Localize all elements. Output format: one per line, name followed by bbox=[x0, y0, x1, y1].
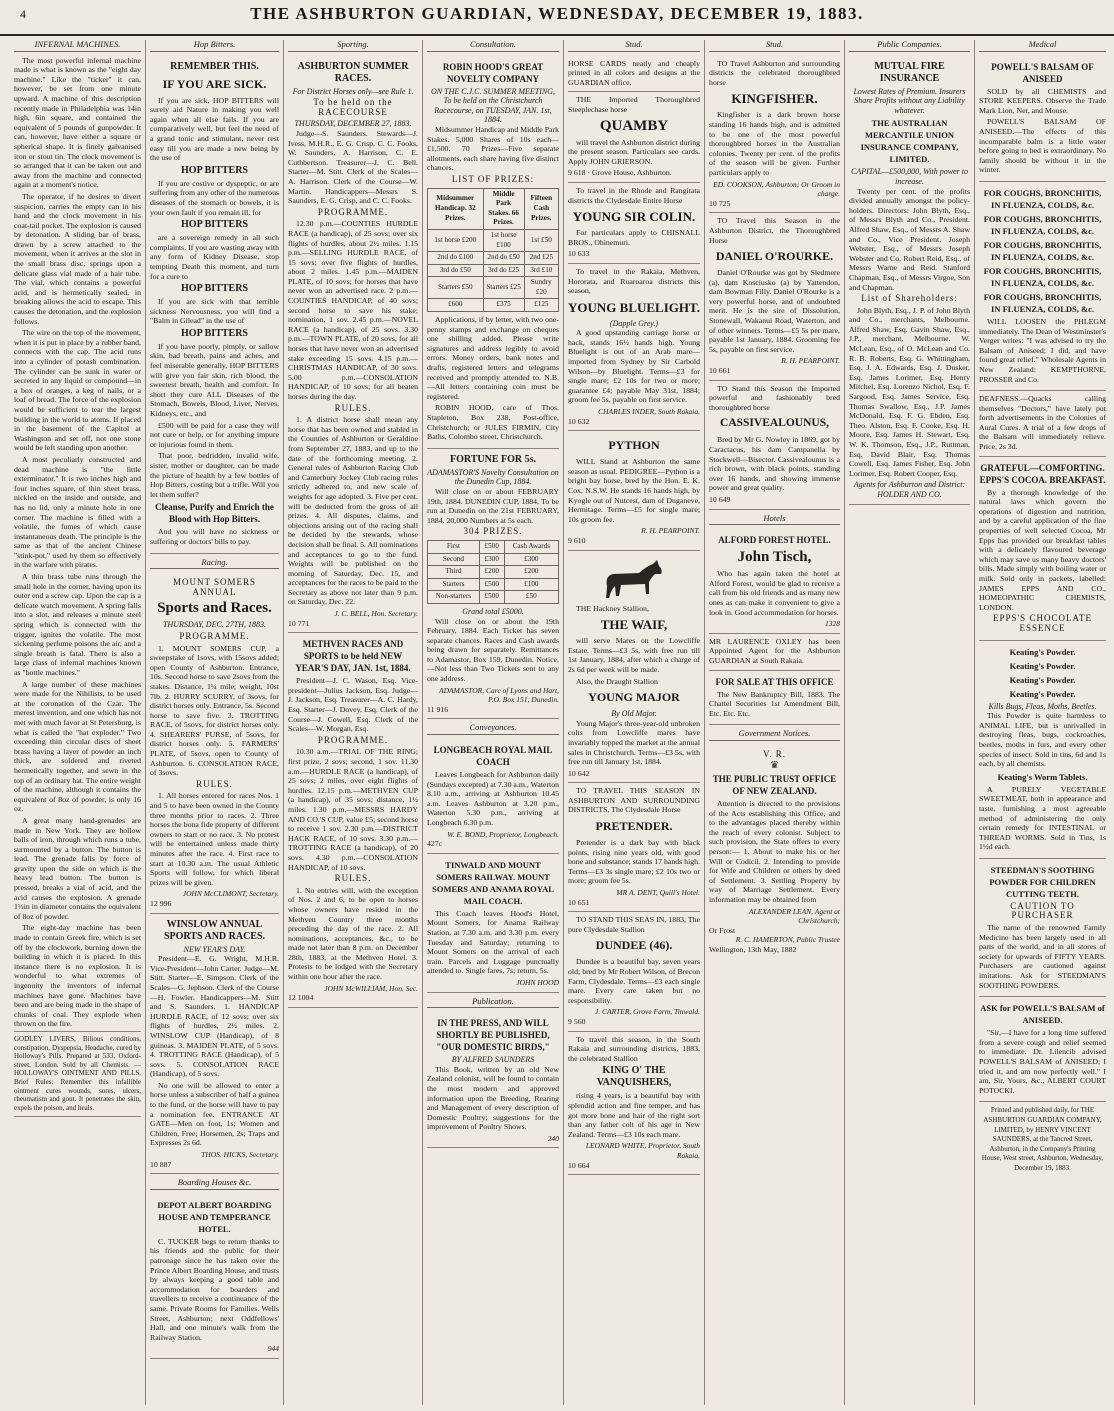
advert-subtitle: Kills Bugs, Fleas, Moths, Beetles. bbox=[988, 701, 1097, 711]
advert-reference: 10 771 bbox=[288, 618, 310, 628]
advert-title: WINSLOW ANNUAL SPORTS AND RACES. bbox=[163, 918, 266, 942]
advert-title: DEPOT ALBERT BOARDING HOUSE AND TEMPERANCE HOTEL. bbox=[157, 1199, 272, 1234]
advert-reference: Or Frost bbox=[709, 925, 736, 935]
prize-table-cell: £500 bbox=[479, 540, 504, 553]
advert-text: Will close on or about FEBRUARY 19th, 1884. DUNEDIN CUP, 1884, To be run at Dunedin on the 21st FEBRUARY, 1884. 20,000 Numbers at 5s each. bbox=[427, 486, 559, 525]
horse-name: THE WAIF, bbox=[600, 617, 668, 633]
advert-text: No one will be allowed to enter a horse unless a subscriber of half a guinea to the fund, or the horse will have to pay a nomination fee. ENTRANCE AT GATE—Men on foot, 1s; Women and Children, Free; Horsemen, 2s; Traps and Expresses 2s 6d. bbox=[150, 1080, 279, 1148]
advert-signature: CHARLES INDER, South Rakaia. bbox=[598, 407, 700, 417]
prize-table-cell: 2nd do £100 bbox=[428, 252, 484, 265]
advert-date: Wellington, 13th May, 1882 bbox=[709, 944, 797, 954]
column-stud-1 bbox=[564, 40, 705, 1405]
advert-text: Midsummer Handicap and Middle Park Stakes. 5,000 Shares of 10s each—£1,500. 70 Prizes—Five separate allotments, each share having five distinct chances. bbox=[427, 124, 559, 173]
column-heading: Medical bbox=[979, 40, 1106, 52]
prize-table-row bbox=[428, 591, 559, 604]
programme-label: PROGRAMME. bbox=[317, 206, 389, 217]
advert-text: Also, the Draught Stallion bbox=[576, 676, 658, 686]
column-heading: Stud. bbox=[568, 40, 700, 52]
advert-reference: 10 649 bbox=[709, 494, 731, 504]
advert-title: Keating's Worm Tablets. bbox=[997, 771, 1088, 782]
advert-text: Kingfisher is a dark brown horse standing 16 hands high, and is admitted to be one of the most powerful thoroughbred horses in the Australian colonies. Twenty per cent. of the profits of the season will be given. Further particulars apply to bbox=[709, 110, 840, 177]
ashburton-races-advert bbox=[288, 56, 418, 634]
advert-headline: Sports and Races. bbox=[157, 600, 272, 617]
section-heading-government: Government Notices. bbox=[709, 729, 840, 741]
keating-line: Keating's Powder. bbox=[1009, 660, 1076, 671]
horse-sire: By Old Major. bbox=[611, 709, 657, 719]
advert-text: Pretender is a dark bay with black points, rising nine years old, with good bone and substance; stands 17 hands high. Terms—£3 3s single mare; £2 10s two or more; groom fee 5s. bbox=[568, 838, 700, 886]
advert-title: FORTUNE FOR 5s. bbox=[449, 453, 537, 465]
advert-title: FOR SALE AT THIS OFFICE bbox=[715, 676, 834, 687]
programme-label: PROGRAMME. bbox=[179, 630, 250, 641]
advert-title: TINWALD AND MOUNT SOMERS RAILWAY. MOUNT SOMERS AND ANAMA ROYAL MAIL COACH. bbox=[432, 859, 554, 906]
article-paragraph: A most peculiarly constructed and dead machine is "the little exterminator." It is two inches high and four inches square, of thin sheet brass, nickled on the inside and outside, and has no lid, only a minute hole in one corner. The machine is filled with a volatile, the fumes of which cause instantaneous death. The principle is the same as that of the ancient Chinese "stink-pot," used by them so effectively in the warfare with pirates. bbox=[14, 454, 141, 570]
cough-line: FOR COUGHS, BRONCHITIS, IN FLUENZA, COLDS, &c. bbox=[983, 291, 1102, 314]
young-bluelight-advert bbox=[568, 264, 700, 431]
methven-races-advert bbox=[288, 633, 418, 1008]
prize-table-cell: Second bbox=[428, 553, 480, 566]
advert-text: The New Bankruptcy Bill, 1883. The Chattel Securities 1st Amendment Bill, Etc. Etc. Etc. bbox=[709, 689, 840, 718]
cough-line: FOR COUGHS, BRONCHITIS, IN FLUENZA, COLDS, &c. bbox=[983, 213, 1102, 236]
prize-table-cell: 1st horse £200 bbox=[428, 229, 484, 251]
advert-title: ASK for POWELL'S BALSAM of ANISEED. bbox=[980, 1003, 1105, 1026]
prize-table-row bbox=[428, 264, 559, 277]
advert-reference: 9 560 bbox=[568, 1016, 586, 1026]
section-heading-racing: Racing. bbox=[150, 558, 279, 570]
domestic-birds-advert bbox=[427, 1012, 559, 1148]
prize-table-cell: £300 bbox=[479, 553, 504, 566]
advert-signature: J. C. BELL, Hon. Secretary. bbox=[334, 609, 418, 619]
advert-text: Who has again taken the hotel at Alford Forest, would be glad to receive a call from his old friends and as many new ones as can make it convenient to give a look in. Good accommodation for horses. bbox=[709, 569, 840, 617]
section-heading-hotels: Hotels bbox=[709, 514, 840, 526]
advert-text: "Sir,—I have for a long time suffered from a severe cough and relief seemed to immediate. Dr. Lilencib advised POWELL'S BALSAM of ANISEED; I tried it, and am now perfectly well." I am, Sir, Yours, &c., ALBERT COURT POTOCKI. bbox=[979, 1028, 1106, 1095]
advert-text: This Coach leaves Hood's Hotel, Mount Somers, for Anama Railway Station, at 7.30 a.m. and 3.30 p.m. every Tuesday and Saturday; returning to Mount Somers on the arrival of each train. Parcels and Luggage punctually attended to. Single fares, 7s; return, 5s. bbox=[427, 908, 559, 976]
prize-table-row bbox=[428, 252, 559, 265]
advert-text: 1. MOUNT SOMERS CUP, a sweepstake of 1sovs, with 15sovs added; open County of Ashburton. Entrance, 10s. Second horse to save 2sovs from the stakes. Distance, 1¼ mile; weight, 10st 7lb. 2. HURRY SCURRY, of 3sovs, for district horses only. Entrance, 5s. Second horse to save five. 3. TROTTING RACE, of 5sovs, for district horses only. 4. SHEARERS' PURSE, of 5sovs, for district horses only. 5. FARMERS' PLATE, of 5sovs, open to County of Ashburton. 6. CONSOLATION RACE, of 3sovs. bbox=[150, 643, 279, 778]
advert-reference: 10 725 bbox=[709, 198, 731, 208]
horse-name: PYTHON bbox=[608, 438, 660, 453]
advert-author: BY ALFRED SAUNDERS bbox=[451, 1055, 535, 1065]
prize-list-label: LIST OF PRIZES: bbox=[451, 173, 535, 184]
horse-name: KING O' THE VANQUISHERS, bbox=[596, 1065, 672, 1089]
advert-signature: ADAMASTOR, Care of Lyons and Hart, P.O. Box 151, Dunedin. bbox=[439, 685, 559, 705]
advert-text: THE Imported Thoroughbred Steeplechase horse bbox=[568, 95, 700, 114]
young-sir-colin-advert bbox=[568, 183, 700, 264]
advert-text: For particulars apply to CHISNALL BROS., Ohinemuri. bbox=[568, 228, 700, 247]
the-waif-advert bbox=[568, 551, 700, 784]
advert-text: Twenty per cent. of the profits divided annually amongst the policy-holders. Directors: John Blyth, Esq., of Messrs Blyth and Co., President. Alfred Shaw, Esq., of Messrs A. Shaw and Co., Vice President. Joseph Webster, Esq., of Messrs Joseph Webster and Co. Robert Reid, Esq., of Messrs Warne and Reid. Stanford Chapman, Esq., of Messrs Virgoe, Son and Chapman. bbox=[849, 186, 970, 292]
cough-line: FOR COUGHS, BRONCHITIS, IN FLUENZA, COLDS, &c. bbox=[983, 239, 1102, 262]
advert-subtitle: ON THE C.J.C. SUMMER MEETING, To be held on the Christchurch Racecourse, on TUESDAY, JAN. 1st, 1884. bbox=[431, 86, 555, 125]
dundee-advert bbox=[568, 912, 700, 1031]
advert-reference: 944 bbox=[267, 1344, 279, 1354]
advert-headline: IF YOU ARE SICK. bbox=[162, 76, 267, 91]
prize-table bbox=[427, 540, 559, 604]
advert-reference: 12 996 bbox=[150, 898, 172, 908]
prize-table-cell: Third bbox=[428, 566, 480, 579]
prize-table-cell: 1st horse £100 bbox=[483, 229, 524, 251]
agent-notice: MR LAURENCE OXLEY has been Appointed Agent for the Ashburton GUARDIAN at South Rakaia. bbox=[709, 634, 840, 671]
rules-label: RULES. bbox=[334, 402, 372, 413]
advert-text: If you are sick, HOP BITTERS will surely aid Nature in making you well again when all else fails. If you are comparatively well, but feel the need of a grand tonic and stimulant, never rest easy till you are made a new being by the use of bbox=[150, 95, 279, 163]
prize-table-header: Middle Park Stakes. 66 Prizes. bbox=[483, 188, 524, 229]
advert-signature: MR A. DENT, Quill's Hotel. bbox=[616, 888, 700, 898]
advert-text: And you will have no sickness or suffering or doctors' bills to pay. bbox=[150, 527, 279, 546]
advert-title: THE PUBLIC TRUST OFFICE OF NEW ZEALAND. bbox=[712, 774, 837, 797]
prize-table-cell: £375 bbox=[483, 299, 524, 312]
advert-subtitle: Lowest Rates of Premium. Insurers Share Profits without any Liability whatever. bbox=[853, 86, 966, 115]
prize-table-cell: Cash Awards bbox=[504, 540, 558, 553]
masthead bbox=[0, 0, 1114, 36]
advert-title: ALFORD FOREST HOTEL. bbox=[718, 535, 831, 546]
king-o-the-vanquishers-advert bbox=[568, 1032, 700, 1176]
prize-table-header: Midsummer Handicap. 32 Prizes. bbox=[428, 188, 484, 229]
advert-text: President—J. C. Wason, Esq. Vice-president—Julius Jackson, Esq. Judge—J. Jackson, Esq. Treasurer—A. C. Hardy, Esq. Starter—J. Dovey, Esq. Clerk of the Course—J. Cowell, Esq. Clerk of the Scales—W. Morgan, Esq. bbox=[288, 676, 418, 734]
advert-text: 1. No entries will, with the exception of Nos. 2 and 6, to be open to horses whose owners have resided in the Methven Country three months preceding the day of the race. 2. All nominations, acceptances, &c., to be made not later than 8 p.m. on December 28th, 1883, at the Methven Hotel. 3. Protests to be lodged with the Secretary within one hour after the race. bbox=[288, 885, 418, 982]
mutual-fire-advert bbox=[849, 56, 970, 505]
column-hop-bitters bbox=[146, 40, 284, 1405]
quamby-advert bbox=[568, 92, 700, 183]
columns bbox=[10, 40, 1110, 1405]
advert-title: STEEDMAN'S SOOTHING POWDER FOR CHILDREN CUTTING TEETH. bbox=[989, 864, 1096, 899]
advert-text: THE Hackney Stallion, bbox=[576, 603, 649, 613]
prize-table-cell: £600 bbox=[428, 299, 484, 312]
advert-text: TO Travel this Season in the Ashburton District, the Thoroughbred Horse bbox=[709, 216, 840, 245]
advert-title: REMEMBER THIS. bbox=[170, 60, 259, 72]
advert-text: Young Major's three-year-old unbroken colts from Lowcliffe mares have invariably topped the market at the annual sales in Christchurch. Terms—£3 5s, with free run till January 1st, 1884. bbox=[568, 718, 700, 767]
advert-text: To travel in the Rhode and Rangitata districts the Clydesdale Entire Horse bbox=[568, 185, 700, 205]
advert-reference: 9 610 bbox=[568, 535, 586, 545]
advert-signature: LEONARD WHITE, Proprietor, South Rakaia. bbox=[585, 1141, 700, 1160]
article-paragraph: The wire on the top of the movement, when it is put in place by a rubber band, connects with the cap. The acid runs into a cylinder of potash combination. The cylinder can be sunk in water or secreted in any liquid or compound—in a box of oranges, a keg of nails, or a loaf of bread. The force of the explosion would be sufficient to tear the largest building in the world to atoms. If placed in the basement of the Capitol at Washington and set off, not one stone would be left standing upon another. bbox=[14, 328, 141, 453]
longbeach-coach-advert bbox=[427, 739, 559, 854]
advert-text: Dundee is a beautiful bay, seven years old; bred by Mr Robert Wilson, of Brecon Farm, Clydesdale. Terms—£3 each single mare. Every care taken but no responsibility. bbox=[568, 957, 700, 1005]
adamastor-advert bbox=[427, 449, 559, 720]
brand-name: HOP BITTERS bbox=[181, 283, 248, 295]
prize-table-cell: 3rd do £50 bbox=[428, 264, 484, 277]
prize-table-row bbox=[428, 553, 559, 566]
advert-text: Judge—S. Saunders. Stewards—J. Ivess, M.H.R., E. G. Crisp, C. C. Fooks, W. Saunders, A. Harrison, C. E. Cuthbertson. Treasurer—J. C. Bell. Starter—M. Stitt. Clerk of the Scales—A. Harrison. Clerk of the Course—W. Martin. Handicappers—Messrs S. Saunders, E. G. Crisp, and C. C. Fooks. bbox=[288, 128, 418, 206]
advert-text: TO TRAVEL THIS SEASON IN ASHBURTON AND SURROUNDING DISTRICTS, The Clydesdale Horse bbox=[568, 786, 700, 815]
proprietor-name: John Tisch, bbox=[737, 549, 812, 566]
article-paragraph: The operator, if he desires to divert suspicion, carries the empty can in his hand and the clock movement in his coat-tail pocket. The explosion is caused by detonation. A sliding bar of brass, drawn by a screw attached to the movement, when it arrives at the slot in the small brass disc, springs upon a delicate glass vial made of a hair tube. The vial, which contains a powerful acid, and is hermetically sealed, in breaking allows the acid to escape. This causes the detonation, and the explosion follows. bbox=[14, 191, 141, 326]
prize-table-cell: £125 bbox=[524, 299, 558, 312]
column-sporting bbox=[284, 40, 423, 1405]
agents-line: Agents for Ashburton and District: HOLDER AND CO. bbox=[853, 480, 966, 499]
crown-icon: ♛ bbox=[770, 760, 779, 772]
prize-table-cell: Starters £50 bbox=[428, 277, 484, 299]
cassivealounus-advert bbox=[709, 381, 840, 510]
keatings-powder-advert bbox=[979, 641, 1106, 859]
prize-table-row bbox=[428, 566, 559, 579]
brand-name: HOP BITTERS bbox=[181, 219, 248, 231]
advert-text: By a thorough knowledge of the natural laws which govern the operations of digestion and nutrition, and by a careful application of the fine properties of well selected Cocoa, Mr Epps has provided our breakfast tables with a delicately flavoured beverage which may save us many heavy doctors' bills. Made simply with boiling water or milk. Sold only in packets, labelled: JAMES EPPS AND CO., HOMEOPATHIC CHEMISTS, LONDON. bbox=[979, 487, 1106, 612]
advert-text: will travel the Ashburton district during the present season. Particulars see cards. Apply JOHN GRIERSON. bbox=[568, 137, 700, 166]
brand-name: HOP BITTERS bbox=[181, 327, 248, 339]
prize-table-cell: Sundry £20 bbox=[524, 277, 558, 299]
advert-signature: JOHN McWILLIAM, Hon. Sec. bbox=[324, 983, 418, 993]
advert-title: GRATEFUL—COMFORTING. EPPS'S COCOA. BREAKFAST. bbox=[979, 462, 1106, 485]
advert-text: Leaves Longbeach for Ashburton daily (Sundays excepted) at 7.30 a.m., Waterton 8.10 a.m., arriving at Ashburton 10.45 a.m. Leaves Ashburton at 3.20 p.m., Waterton 5.30 p.m., arriving at Longbeach 6.30 p.m. bbox=[427, 770, 559, 827]
advert-text: To travel in the Rakaia, Methven, Hororata, and Ruaroaroa districts this season, bbox=[568, 266, 700, 296]
prize-table-cell: £200 bbox=[504, 566, 558, 579]
prize-table-cell: 2nd do £50 bbox=[483, 252, 524, 265]
advert-subheading: Cleanse, Purify and Enrich the Blood with Hop Bitters. bbox=[155, 502, 274, 525]
advert-text: 1. A district horse shall mean any horse that has been owned and stabled in the Counties of Ashburton or Geraldine from September 27, 1883, and up to the date of the forthcoming meeting. 2. General rules of Ashburton Racing Club and Canterbury Jockey Club racing rules strictly adhered to, and new scale of weights for age adopted. 3. Five per cent. will be deducted from the gross of all prizes. 4. All disputes, claims, and objections arising out of the racing shall be decided by the stewards, whose decision shall be final. 5. All nominations and acceptances to go to the fund. Weights will be published on the morning of Saturday, Dec. 15, and acceptances for the races to be paid to the Secretary as above not later than 9 p.m. on Saturday, Dec. 22. bbox=[288, 415, 418, 607]
winslow-advert bbox=[150, 914, 279, 1175]
rules-label: RULES. bbox=[196, 778, 233, 789]
advert-text: If you have poorly, pimply, or sallow skin, bad breath, pains and aches, and feel miserable generally, HOP BITTERS will give you fair skin, rich blood, the sweetest breath, health and comfort. In short they cure ALL Diseases of the Stomach, Bowels, Blood, Liver, Nerves, Kidneys, etc., and bbox=[150, 341, 279, 419]
keating-line: Keating's Powder. bbox=[1009, 674, 1076, 685]
advert-text: rising 4 years, is a beautiful bay with splendid action and fine temper, and has got more bone and hair of the right sort than any father colt of his age in New Zealand. Terms—£3 10s each mare. bbox=[568, 1091, 700, 1139]
printers-imprint: Printed and published daily, for THE ASHBURTON GUARDIAN COMPANY, LIMITED, by HENRY VINCENT SAUNDERS, at the Tancred Street, Ashburton, in the Company's Printing House, West street, Ashburton, Wednesday, December 19, 1883. bbox=[981, 1106, 1104, 1172]
shareholders-label: List of Shareholders: bbox=[861, 293, 958, 304]
prize-list-label: 304 PRIZES. bbox=[463, 526, 523, 537]
advert-text: A good upstanding carriage horse or hack, stands 16½ hands high. Young Bluelight is out of an Arab mare—imported from Sydney by Sir Carbold Wilson—by Bluelight. Terms—£3 for single mare; £2 10s for two or more; guarantee £4; payable May 31st, 1884; groom fee 5s, payable on first service. bbox=[568, 328, 700, 405]
horse-name: YOUNG BLUELIGHT. bbox=[568, 299, 700, 315]
horse-cards-advert: HORSE CARDS neatly and cheaply printed in all colors and designs at the GUARDIAN office. bbox=[568, 56, 700, 93]
article-paragraph: A thin brass tube runs through the small hole in the corner, having upon its outer end a screw cap. Upon the cap is a delicate watch movement. A spring falls into a slot, and releases a minute steel spring which is connected with the trigger, ignites the volatile. The most sickening perfume poisons the air, and a single breath is fatal. There is also a large class of infernal machines known as "bottle machines." bbox=[14, 572, 141, 677]
advert-text: Will close on or about the 19th February, 1884. Each Ticket has seven separate chances. Races and Cash awards being drawn for separately. Remittances to Adamastor, Box 159, Dunedin. Notice.—Not less than Two Tickets sent to any one address. bbox=[427, 616, 559, 684]
advert-reference: 10 632 bbox=[568, 416, 590, 426]
advert-text: WILL Stand at Ashburton the same season as usual. PEDIGREE—Python is a bright bay horse, bred by the Hon. E. K. Cox, N.S.W. He stands 16 hands high, by Kyogle out of Nutcest, dam of Duganeve, Hermitage. Terms—£5 for single mare; 10s groom fee. bbox=[568, 457, 700, 524]
shareholders-list: John Blyth, Esq., J. P. of John Blyth and Co., merchants, Melbourne. Alfred Shaw, Esq. Gavin Shaw, Esq., J.P., merchant, Melbourne. W. McLean, Esq., of O. McLean and Co. R. B. Roberts, Esq. G. Whittingham, Esq. J. A. Edwards, Esq. J. Dusker, Esq. James Lorimer, Esq. Henry Mitchel, Esq. Lorenzo Nichol, Esq. F. Sargood, Esq. James Service, Esq. Thomas Swallow, Esq., J.P. James McDonald, Esq. F. G. Ebden, Esq. Theo. Alston, Esq. F. Cooke, Esq. H. Moore, Esq. James H. Stewart, Esq. W. K. Thomson, Esq., J.P., Ruttman, Esq. David Blair, Esq. Thomas Cowell, Esq. James Fisher, Esq. John Lorimer, Esq. Robert Cooper, Esq. bbox=[849, 305, 970, 478]
prize-table bbox=[427, 188, 559, 313]
advert-text: Daniel O'Rourke was got by Sledmere (a), dam Kosciusko (a) by Yattendon, dam Bowman Filly. Daniel O'Rourke is a very powerful horse, and of undoubted merit. He is the sire of Dissolution, Stonewall, Wakanui Road, Waterton, and of other winners. Terms—£5 5s per mare, payable 1st January, 1884. Grooming fee 5s, payable on first service. bbox=[709, 268, 840, 354]
advert-text: If you are costive or dyspeptic, or are suffering from any other of the numerous diseases of the stomach or bowels, it is your own fault if you remain ill, for bbox=[150, 178, 279, 217]
advert-signature: THOS. HICKS, Secretary. bbox=[201, 1150, 279, 1160]
advert-title: METHVEN RACES AND SPORTS to be held NEW YEAR'S DAY, JAN. 1st, 1884. bbox=[295, 639, 411, 674]
advert-title: IN THE PRESS, AND WILL SHORTLY BE PUBLISHED, "OUR DOMESTIC BIRDS," bbox=[436, 1018, 550, 1053]
advert-reference: 10 651 bbox=[568, 897, 590, 907]
prize-table-cell: £300 bbox=[504, 553, 558, 566]
advert-text: C. TUCKER begs to return thanks to his friends and the public for their patronage since he has taken over the Prince Albert Boarding House, and trusts by always keeping a good table and accommodation for boarders and travellers to receive a continuance of the same. Private Rooms for Families. Wells Street, Ashburton; next Oddfellows' Hall, and one minute's walk from the Railway Station. bbox=[150, 1236, 279, 1342]
advert-text: are a sovereign remedy in all such complaints. If you are wasting away with any form of Kidney Disease, stop tempting Death this moment, and turn for a cure to bbox=[150, 233, 279, 281]
for-sale-advert bbox=[709, 671, 840, 726]
advert-subtitle: For District Horses only—see Rule 1. bbox=[292, 86, 414, 96]
horse-name: YOUNG MAJOR bbox=[588, 690, 680, 705]
advert-reference: 11 916 bbox=[427, 704, 449, 714]
robin-hood-advert bbox=[427, 56, 559, 449]
column-public-companies bbox=[845, 40, 975, 1405]
advert-reference: 427c bbox=[427, 839, 443, 849]
cough-line: FOR COUGHS, BRONCHITIS, IN FLUENZA, COLDS, &c. bbox=[983, 265, 1102, 288]
coughs-advert bbox=[979, 182, 1106, 391]
section-heading-publication: Publication. bbox=[427, 997, 559, 1009]
advert-text: To travel this season, in the South Rakaia and surrounding districts, 1883, the celebrated Stallion bbox=[568, 1034, 700, 1063]
public-trust-notice bbox=[709, 745, 840, 959]
prize-table-row bbox=[428, 540, 559, 553]
holloway-advert: GODLEY LIVERS, Bilious conditions, constipation, Dyspepsia, Headache, cured by Holloway's Pills. Prepared at 533, Oxford-street, London. Sold by all Chemists. — HOLLOWAY'S OINTMENT AND PILLS. Brief Rules: Remember this infallible ointment cures wounds, sores, ulcers, rheumatism and gout. It penetrates the skin, expels the poison, and heals. bbox=[14, 1031, 141, 1117]
advert-signature: ALEXANDER LEAN, Agent at Christchurch; bbox=[748, 906, 840, 926]
powells-balsam-advert bbox=[979, 56, 1106, 182]
alford-forest-hotel-advert bbox=[709, 529, 840, 634]
advert-footer: EPPS'S CHOCOLATE ESSENCE bbox=[993, 613, 1092, 633]
article-paragraph: The most powerful infernal machine made is what is known as the "eight day machine." Like the "ticker" it can, however, be set from one minute upward. A machine of this description recently made in Philadelphia was 14in high, 6in square, and contained the equivalent of 5 pounds of gunpowder. It can, however, have either a square or spherical shape. It is finely galvanised iron or stout tin. The clock movement is so arranged that it can be taken out and away from the machine and connected again at a moment's notice. bbox=[14, 55, 141, 190]
advert-text: That poor, bedridden, invalid wife, sister, mother or daughter, can be made the picture of health by a few bottles of Hop Bitters, costing but a trifle. Will you let them suffer? bbox=[150, 451, 279, 499]
advert-signature: R. C. HAMERTON, Public Trustee bbox=[735, 935, 840, 945]
advert-signature: J. CARTER, Grove Farm, Tinwald. bbox=[594, 1007, 700, 1017]
advert-text: If you are sick with that terrible sickness Nervousness, you will find a "Balm in Gilead" in the use of bbox=[150, 297, 279, 326]
advert-reference: 10 664 bbox=[568, 1160, 590, 1170]
prize-table-cell: Non-starters bbox=[428, 591, 480, 604]
horse-name: CASSIVEALOUNUS, bbox=[720, 417, 829, 430]
prize-table-cell: 1st £50 bbox=[524, 229, 558, 251]
prize-table-cell: £500 bbox=[479, 578, 504, 591]
royal-cipher: V. R. bbox=[762, 748, 787, 759]
horse-colour: (Dapple Grey.) bbox=[609, 318, 659, 328]
horse-name: QUAMBY bbox=[599, 117, 669, 134]
advert-venue: To be held on the RACECOURSE bbox=[313, 97, 393, 117]
prize-table-header: Fifteen Cash Prizes. bbox=[524, 188, 558, 229]
horse-name: KINGFISHER. bbox=[731, 91, 818, 107]
advert-text: 1. All horses entered for races Nos. 1 and 5 to have been owned in the County three months prior to races. 2. Three horses the bona fide property of different owners to start or no race. 3. No protest will be entertained unless made thirty minutes after the race. 4. First race to start at 10.30 a.m. The usual Athletic Sports will follow, for which liberal prizes will be given. bbox=[150, 791, 279, 887]
company-capital: CAPITAL—£500,000, With power to increase. bbox=[851, 167, 968, 186]
ask-for-powells-advert bbox=[979, 997, 1106, 1102]
prize-table-cell: £200 bbox=[479, 566, 504, 579]
advert-title: POWELL'S BALSAM OF ANISEED bbox=[991, 61, 1094, 84]
advert-title: MUTUAL FIRE INSURANCE bbox=[874, 60, 945, 84]
epps-cocoa-advert bbox=[979, 457, 1106, 641]
prize-table-row bbox=[428, 229, 559, 251]
caution-label: CAUTION TO PURCHASER bbox=[1010, 900, 1075, 921]
advert-text: 12.30 p.m.—COUNTIES HURDLE RACE (a handicap), of 25 sovs; over six flights of hurdles, about 2½ miles. 1.15 p.m.—SELLING HURDLE RACE, of 15 sovs; over five flights of hurdles, about 2 miles. 1.45 p.m.—MAIDEN PLATE, of 10 sovs; for horses that have never won an advertised race. 2 p.m.—COUNTIES HANDICAP, of 40 sovs; second horse to save his stake; nomination, 1 sov. 2.45 p.m.—NOVEL RACE (a handicap), of 25 sovs. 3.30 p.m.—TOWN PLATE, of 20 sovs, for all horses that have never won an advertised stake exceeding 15 sovs. 4.15 p.m.—CHRISTMAS HANDICAP, of 30 sovs. 5.00 p.m.—CONSOLATION HANDICAP, of 10 sovs; for all beaten horses during the day. bbox=[288, 219, 418, 401]
mount-somers-advert bbox=[150, 573, 279, 913]
advert-text: A PURELY VEGETABLE SWEETMEAT, both in appearance and taste, furnishing a most agreeable method of administering the only certain remedy for INTESTINAL or THREAD WORMS. Sold in Tins, 1s 1½d each. bbox=[979, 784, 1106, 852]
prize-table-cell: Starters bbox=[428, 578, 480, 591]
advert-address: ROBIN HOOD, care of Thos. Stapleton, Box 238, Post-office, Christchurch; or JULES FIRMIN, City Baths, Colombo street, Christchurch. bbox=[427, 403, 559, 442]
advert-text: WILL LOOSEN the PHLEGM immediately. The Dean of Westminster's Verger writes: "I was advised to try the Balsam of Aniseed; I did, and have found great relief." Wholesale Agents in New Zealand: KEMPTHORNE, PROSSER and Co. bbox=[979, 316, 1106, 384]
prize-table-cell: Starters £25 bbox=[483, 277, 524, 299]
horse-name: DANIEL O'ROURKE. bbox=[715, 249, 834, 264]
grand-total: Grand total £5000. bbox=[462, 606, 524, 616]
advert-text: Attention is directed to the provisions of the Acts establishing this Office, and to the advantages placed thereby within the reach of every colonist. Subject to such provision, the State offers to every person:— 1. About to make his or her Will or Codicil. 2. Intending to provide for Wife and Children or others by deed of Settlement. 3. Settling Property by way of Marriage Settlement. Every information may be obtained from bbox=[709, 799, 840, 904]
hop-bitters-advert bbox=[150, 56, 279, 554]
prize-table-row bbox=[428, 299, 559, 312]
advert-text: TO Travel Ashburton and surrounding districts the celebrated thoroughbred horse bbox=[709, 58, 840, 87]
horse-illustration-icon bbox=[599, 558, 669, 600]
advert-signature: R. H. PEARPOINT. bbox=[641, 526, 700, 536]
column-infernal-machines bbox=[10, 40, 146, 1405]
article-paragraph: A great many hand-grenades are made in New York. They are hollow balls of iron, through which runs a tube, surmounted by a button. The button is lead. The grenade falls by force of gravity upon the side on which is the heavy lead button. The button is pressed, breaks a vial of acid, and the acid causes the explosion. A grenade 1½in in diameter contains the equivalent of 8oz of powder. bbox=[14, 815, 141, 921]
advert-signature: ED. COOKSON, Ashburton; Or Groom in charge. bbox=[713, 179, 840, 199]
advert-reference: 240 bbox=[547, 1133, 559, 1143]
section-heading-boarding: Boarding Houses &c. bbox=[150, 1178, 279, 1190]
daniel-orourke-advert bbox=[709, 213, 840, 380]
advert-reference: 10 661 bbox=[709, 366, 731, 376]
advert-signature: JOHN HOOD bbox=[516, 977, 559, 987]
advert-reference: 1328 bbox=[825, 619, 840, 629]
pretender-advert bbox=[568, 783, 700, 912]
column-heading: Stud. bbox=[709, 40, 840, 52]
advert-date: THURSDAY, DEC. 27TH, 1883. bbox=[162, 620, 267, 630]
prize-table-row bbox=[428, 578, 559, 591]
column-medical bbox=[975, 40, 1110, 1405]
kingfisher-advert bbox=[709, 56, 840, 214]
advert-title: LONGBEACH ROYAL MAIL COACH bbox=[433, 745, 553, 768]
advert-reference: 12 1004 bbox=[288, 993, 314, 1003]
python-advert bbox=[568, 431, 700, 550]
advert-text: TO Stand this Season the Imported powerful and fashionably bred thoroughbred horse bbox=[709, 383, 840, 412]
advert-text: TO STAND THIS SEAS IN, 1883, The pure Clydesdale Stallion bbox=[568, 915, 700, 934]
cough-line: FOR COUGHS, BRONCHITIS, IN FLUENZA, COLDS, &c. bbox=[983, 187, 1102, 210]
advert-reference: 10 642 bbox=[568, 768, 590, 778]
advert-reference: 9 618 · Grove House, Ashburton. bbox=[568, 168, 672, 178]
advert-text: Bred by Mr G. Nowley in 1869, got by Caractacus, his dam Campanella by Stockwell—Bisector. Cassivealounus is a rich brown, with black points, standing over 16 hands, and showing immense power and great quality. bbox=[709, 435, 840, 493]
prize-table-cell: £50 bbox=[504, 591, 558, 604]
advert-date: NEW YEAR'S DAY. bbox=[183, 944, 246, 954]
advert-signature: R. H. PEARPOINT. bbox=[781, 356, 840, 366]
column-heading: INFERNAL MACHINES. bbox=[14, 40, 141, 52]
advert-text: POWELL'S BALSAM OF ANISEED.—The effects of this incomparable balm is a little water before going to bed is extraordinary. No family should be without it in the winter. bbox=[979, 117, 1106, 175]
prize-table-cell: £500 bbox=[479, 591, 504, 604]
advert-title: ASHBURTON SUMMER RACES. bbox=[297, 60, 409, 84]
column-consultation bbox=[423, 40, 564, 1405]
advert-text: Applications, if by letter, with two one-penny stamps and exchange on cheques one shilling added. Please write signatures and address legibly to avoid errors. Money orders, bank notes and drafts, registered letters and telegrams received and promptly attended to. N.B.—All letters containing coin must be registered. bbox=[427, 315, 559, 401]
keating-line: Keating's Powder. bbox=[1009, 688, 1076, 699]
brand-name: HOP BITTERS bbox=[181, 164, 248, 176]
advert-text: This Powder is quite harmless to ANIMAL LIFE, but is unrivalled in destroying fleas, bugs, cockroaches, beetles, moths in furs, and every other species of insect. Sold in tins, 6d and 1s each, by all chemists. bbox=[979, 711, 1106, 769]
prize-table-row bbox=[428, 277, 559, 299]
prize-table-cell: £100 bbox=[504, 578, 558, 591]
advert-text: President—E. G. Wright, M.H.R. Vice-President—John Carter. Judge—M. Stitt. Starter—E. Simpson. Clerk of the Scales—G. Jephson. Clerk of the Course—H. Fowler. Handicappers—M. Stitt and S. Saunders. 1. HANDICAP HURDLE RACE, of 12 sovs; over six flights of hurdles, 2½ miles. 2. WINSLOW CUP (Handicap), of 8 guineas. 3. MAIDEN PLATE, of 5 sovs. 4. TROTTING RACE (Handicap), of 5 sovs. 5. CONSOLATION RACE (Handicap), of 5 sovs. bbox=[150, 954, 279, 1079]
column-heading: Public Companies. bbox=[849, 40, 970, 52]
column-heading: Hop Bitters. bbox=[150, 40, 279, 52]
advert-text: SOLD by all CHEMISTS and STORE KEEPERS. Observe the Trade Mark Lion, Net, and Mouse. bbox=[979, 86, 1106, 115]
horse-name: DUNDEE (46). bbox=[595, 938, 673, 953]
deafness-advert: DEAFNESS.—Quacks calling themselves "Doctors," have lately put forth advertisements in the Colonies of Aural Cures. A trial of a few drops of the Balsam will immediately relieve. Price, 2s 3d. bbox=[979, 391, 1106, 457]
column-stud-2 bbox=[705, 40, 845, 1405]
advert-text: £500 will be paid for a case they will not cure or help, or for anything impure or injurious found in them. bbox=[150, 420, 279, 449]
article-paragraph: The eight-day machine has been made to contain Greek fire, which is set off by the clockwork, burning down the building in which it is placed. In this instance there is no explosion. It is wonderful to what extremes of ingenuity the inventors of infernal machines have gone. Machines have been and are being made in the shape of chunks of coal. They explode when thrown on the fire. bbox=[14, 923, 141, 1029]
advert-text: This Book, written by an old New Zealand colonist, will be found to contain the most modern and approved information upon the Breeding, Rearing and Management of every description of Domestic Poultry; suggestions for the improvement of Poultry Shows. bbox=[427, 1064, 559, 1132]
article-paragraph: A large number of these machines were made for the Nihilists, to be used at the coronation of the Czar. The merest invention, and one which has not met with much favor at St Petersburg, is what is called the "hat exploder." Two exceeding thin circular discs of sheet brass having a layer of powder an inch thick, are soldered and riveted hermetically together, and sewn in the top of an ordinary hat. The entire weight of the machine, although it contains the equivalent of 8oz of powder, is only 16 oz. bbox=[14, 679, 141, 814]
section-heading-conveyances: Conveyances. bbox=[427, 723, 559, 735]
tinwald-coach-advert bbox=[427, 854, 559, 993]
advert-signature: W. E. BOND, Proprietor, Longbeach. bbox=[447, 829, 559, 839]
column-heading: Sporting. bbox=[288, 40, 418, 52]
advert-subtitle: ADAMASTOR'S Novelty Consultation on the Dunedin Cup, 1884. bbox=[427, 467, 559, 487]
newspaper-title: THE ASHBURTON GUARDIAN, WEDNESDAY, DECEMBER 19, 1883. bbox=[250, 4, 864, 23]
prize-table-cell: 3rd do £25 bbox=[483, 264, 524, 277]
keating-line: Keating's Powder. bbox=[1009, 646, 1076, 657]
steedmans-advert bbox=[979, 859, 1106, 997]
horse-name: PRETENDER. bbox=[595, 819, 673, 834]
programme-label: PROGRAMME. bbox=[317, 734, 389, 745]
page-number: 4 bbox=[20, 7, 26, 21]
column-heading: Consultation. bbox=[427, 40, 559, 52]
prize-table-cell: First bbox=[428, 540, 480, 553]
boarding-house-advert bbox=[150, 1194, 279, 1359]
advert-signature: JOHN McCLIMONT, Secretary. bbox=[182, 889, 279, 899]
prize-table-cell: 3rd £10 bbox=[524, 264, 558, 277]
advert-reference: 10 633 bbox=[568, 249, 590, 259]
horse-name: YOUNG SIR COLIN. bbox=[572, 209, 696, 225]
advert-text: 10.30 a.m.—TRIAL OF THE RING; first prize, 2 sovs; second, 1 sov. 11.30 a.m.—HURDLE RACE (a handicap), of 25 sovs; 2 miles, over eight flights of hurdles. 12.15 p.m.—METHVEN CUP (a handicap), of 35 sovs; distance, 1½ miles. 1.30 p.m.—MESSRS HARDY AND CO.'S CUP, value £5; second horse to receive 1 sov. 2.30 p.m.—DISTRICT HACK RACE, of 10 sovs. 3.30 p.m.—TROTTING RACE (a handicap), of 20 sovs. 4.30 p.m.—CONSOLATION HANDICAP, of 10 sovs. bbox=[288, 747, 418, 872]
advert-text: will serve Mares on the Lowcliffe Estate. Terms—£3 5s, with free run till 1st January, 1884, after which a charge of 2s 6d per week will be made. bbox=[568, 636, 700, 674]
rules-label: RULES. bbox=[334, 873, 372, 884]
company-name: THE AUSTRALIAN MERCANTILE UNION INSURANCE COMPANY, LIMITED. bbox=[860, 118, 959, 165]
advert-reference: 10 887 bbox=[150, 1159, 172, 1169]
advert-title: MOUNT SOMERS ANNUAL bbox=[172, 577, 257, 597]
advert-date: THURSDAY, DECEMBER 27, 1883. bbox=[294, 119, 412, 129]
advert-text: The name of the renowned Family Medicine has been largely used in all parts of the world, and in all stores of society for upwards of FIFTY YEARS. Purchasers are cautioned against imitations. Ask for STEEDMAN'S SOOTHING POWDERS. bbox=[979, 923, 1106, 990]
prize-table-cell: 2nd £25 bbox=[524, 252, 558, 265]
advert-title: ROBIN HOOD'S GREAT NOVELTY COMPANY bbox=[442, 61, 544, 84]
